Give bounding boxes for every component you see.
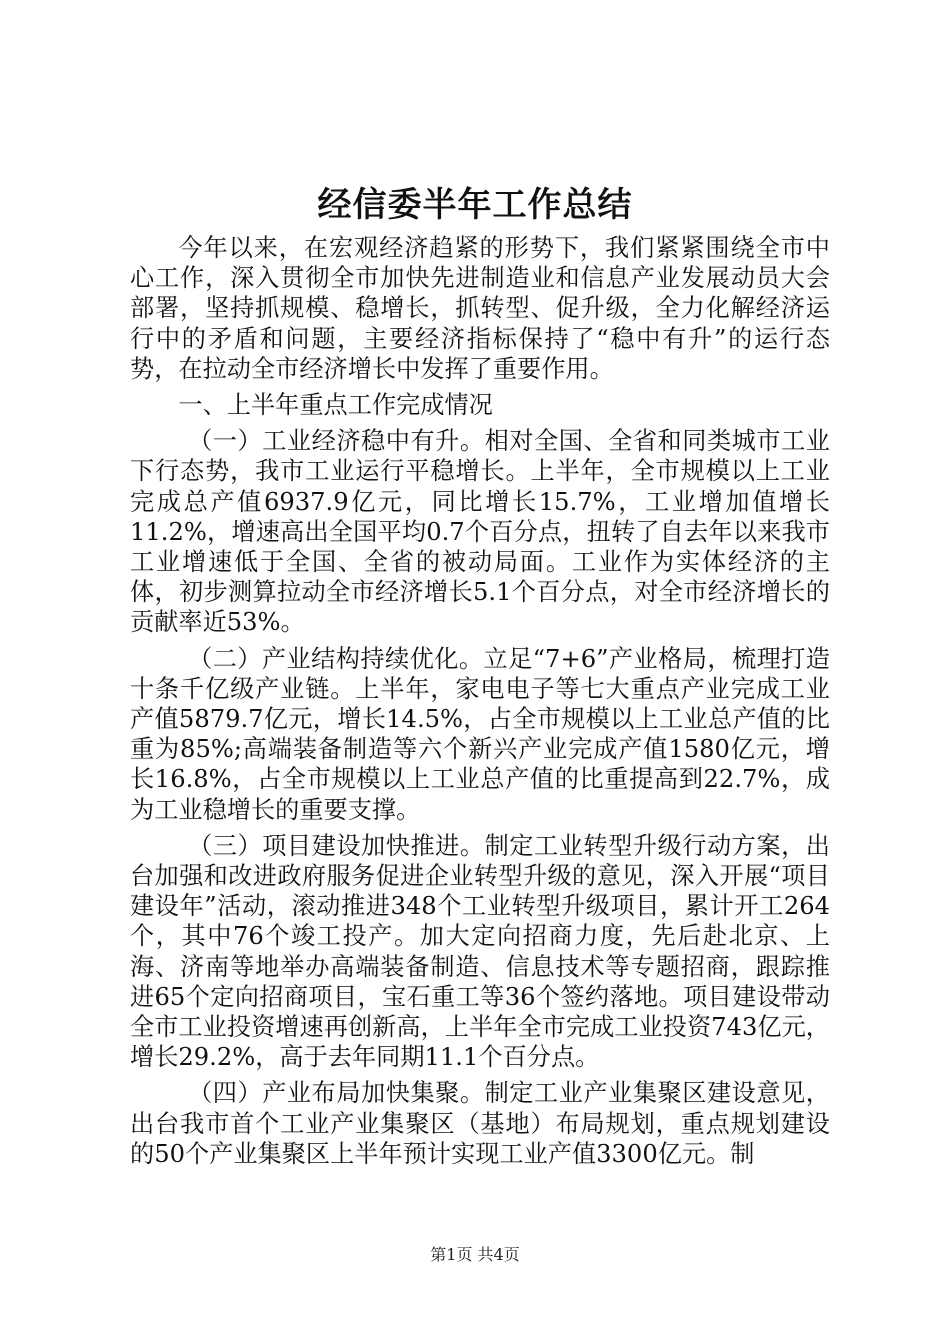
paragraph-section-4: （四）产业布局加快集聚。制定工业产业集聚区建设意见，出台我市首个工业产业集聚区（基地）布局规划，重点规划建设的50个产业集聚区上半年预计实现工业产值3300亿元。制 xyxy=(130,1079,830,1168)
paragraph-section-1: （一）工业经济稳中有升。相对全国、全省和同类城市工业下行态势，我市工业运行平稳增长。上半年，全市规模以上工业完成总产值6937.9亿元，同比增长15.7%，工业增加值增长11.2%，增速高出全国平均0.7个百分点，扭转了自去年以来我市工业增速低于全国、全省的被动局面。工业作为实体经济的主体，初步测算拉动全市经济增长5.1个百分点，对全市经济增长的贡献率近53%。 xyxy=(130,427,830,637)
document-body xyxy=(130,233,830,1175)
paragraph-section-3: （三）项目建设加快推进。制定工业转型升级行动方案，出台加强和改进政府服务促进企业转型升级的意见，深入开展“项目建设年”活动，滚动推进348个工业转型升级项目，累计开工264个，其中76个竣工投产。加大定向招商力度，先后赴北京、上海、济南等地举办高端装备制造、信息技术等专题招商，跟踪推进65个定向招商项目，宝石重工等36个签约落地。项目建设带动全市工业投资增速再创新高，上半年全市完成工业投资743亿元，增长29.2%，高于去年同期11.1个百分点。 xyxy=(130,831,830,1072)
paragraph-intro: 今年以来，在宏观经济趋紧的形势下，我们紧紧围绕全市中心工作，深入贯彻全市加快先进制造业和信息产业发展动员大会部署，坚持抓规模、稳增长，抓转型、促升级，全力化解经济运行中的矛盾和问题，主要经济指标保持了“稳中有升”的运行态势，在拉动全市经济增长中发挥了重要作用。 xyxy=(130,234,830,383)
section-heading: 一、上半年重点工作完成情况 xyxy=(178,391,493,420)
document-title: 经信委半年工作总结 xyxy=(317,185,633,225)
paragraph-section-2: （二）产业结构持续优化。立足“7+6”产业格局，梳理打造十条千亿级产业链。上半年，家电电子等七大重点产业完成工业产值5879.7亿元，增长14.5%，占全市规模以上工业总产值的比重为85%;高端装备制造等六个新兴产业完成产值1580亿元，增长16.8%，占全市规模以上工业总产值的比重提高到22.7%，成为工业稳增长的重要支撑。 xyxy=(130,644,830,824)
page-footer: 第1页 共4页 xyxy=(430,1245,520,1264)
